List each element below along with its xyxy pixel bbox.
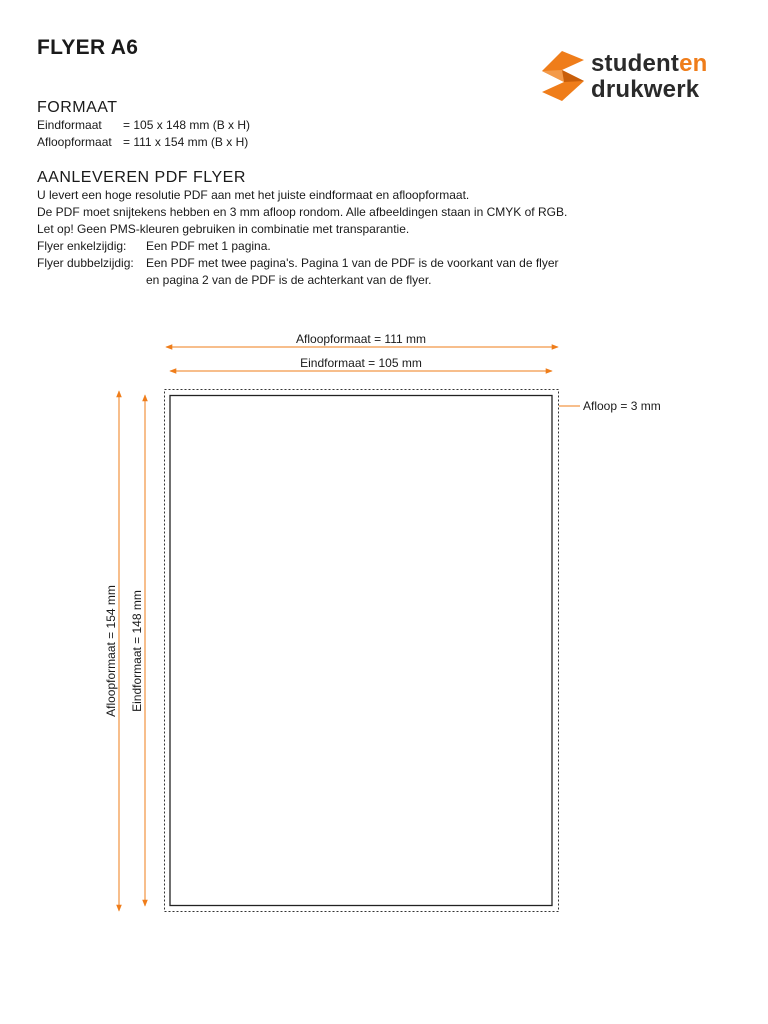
- dubbelzijdig-text-1: Een PDF met twee pagina's. Pagina 1 van de PDF is de voorkant van de flyer: [146, 256, 559, 270]
- bleed-label: Afloop = 3 mm: [583, 399, 661, 413]
- afloop-height-label: Afloopformaat = 154 mm: [104, 585, 118, 717]
- logo-text-main: student: [591, 50, 680, 77]
- instruction-line: U levert een hoge resolutie PDF aan met het juiste eindformaat en afloopformaat.: [37, 188, 470, 202]
- logo-text-line2: drukwerk: [591, 76, 700, 103]
- eindformaat-trim-rect: [170, 396, 552, 906]
- instruction-line: Let op! Geen PMS-kleuren gebruiken in combinatie met transparantie.: [37, 222, 410, 236]
- logo-text-accent: en: [679, 50, 708, 77]
- formaat-heading: FORMAAT: [37, 99, 118, 116]
- dubbelzijdig-label: Flyer dubbelzijdig:: [37, 256, 134, 270]
- aanleveren-heading: AANLEVEREN PDF FLYER: [37, 169, 246, 186]
- instruction-line: De PDF moet snijtekens hebben en 3 mm afloop rondom. Alle afbeeldingen staan in CMYK of RGB.: [37, 205, 568, 219]
- spec-value: = 105 x 148 mm (B x H): [123, 118, 251, 132]
- enkelzijdig-text: Een PDF met 1 pagina.: [146, 239, 271, 253]
- afloop-width-label: Afloopformaat = 111 mm: [296, 332, 426, 346]
- document-title: FLYER A6: [37, 36, 139, 59]
- eind-height-label: Eindformaat = 148 mm: [130, 590, 144, 712]
- spec-label: Eindformaat: [37, 118, 102, 132]
- spec-value: = 111 x 154 mm (B x H): [123, 135, 249, 149]
- dubbelzijdig-text-2: en pagina 2 van de PDF is de achterkant van de flyer.: [146, 273, 432, 287]
- eind-width-label: Eindformaat = 105 mm: [300, 356, 422, 370]
- enkelzijdig-label: Flyer enkelzijdig:: [37, 239, 127, 253]
- spec-label: Afloopformaat: [37, 135, 112, 149]
